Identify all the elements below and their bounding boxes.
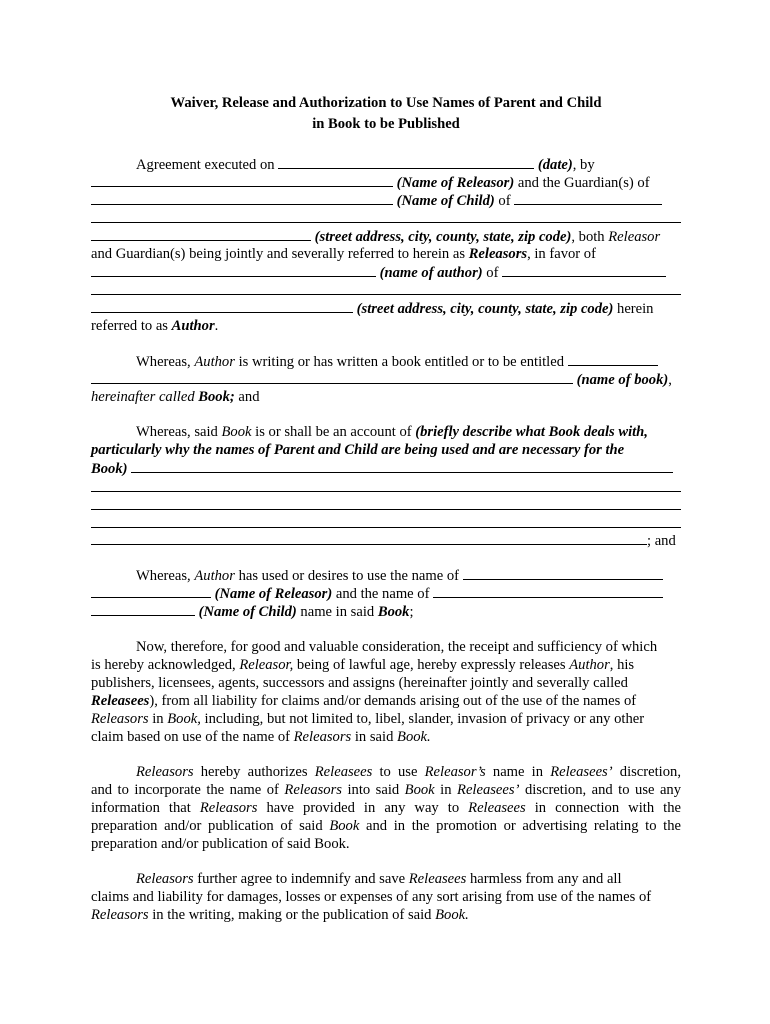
now-therefore-line-6: claim based on use of the name of Releasors in said Book. [91,729,431,745]
whereas2-line-2: particularly why the names of Parent and Child are being used and are necessary for the [91,442,625,458]
whereas1-line-2: (name of book), [91,370,681,389]
book-title-blank-2[interactable] [91,370,573,384]
whereas1-line-1: Whereas, Author is writing or has written a book entitled or to be entitled [136,352,681,371]
whereas2-line-3: Book) [91,459,681,478]
agreement-line-9: (street address, city, county, state, zip code) herein [91,299,681,318]
address-blank-full-line[interactable] [91,222,681,223]
use-releasor-name-blank-2[interactable] [91,584,211,598]
now-therefore-line-1: Now, therefore, for good and valuable consideration, the receipt and sufficiency of which [136,639,658,655]
author-address-blank[interactable] [502,263,666,277]
address-blank[interactable] [91,227,311,241]
book-description-blank-2[interactable] [91,491,681,492]
agreement-line-1: Agreement executed on (date), by [136,157,595,173]
indemnify-line-1: Releasors further agree to indemnify and save Releasees harmless from any and all [136,871,622,887]
whereas2-line-7: ; and [91,531,681,550]
whereas3-line-2: (Name of Releasor) and the name of [91,584,681,603]
now-therefore-line-5: Releasors in Book, including, but not limited to, libel, slander, invasion of privacy or any other [91,711,645,727]
agreement-line-5: (street address, city, county, state, zip code), both Releasor [91,227,681,246]
now-therefore-line-4: Releasees), from all liability for claims and/or demands arising out of the use of the names of [91,693,637,709]
whereas3-line-3: (Name of Child) name in said Book; [91,602,681,621]
book-description-blank-3[interactable] [91,509,681,510]
use-releasor-name-blank-1[interactable] [463,566,663,580]
now-therefore-line-3: publishers, licensees, agents, successors and assigns (hereinafter jointly and severally called [91,675,628,691]
releasor-name-blank[interactable] [91,173,393,187]
whereas2-line-1: Whereas, said Book is or shall be an account of (briefly describe what Book deals with, [136,424,648,440]
document-title-line-2: in Book to be Published [312,116,460,132]
agreement-line-3: (Name of Child) of [91,191,681,210]
agreement-line-7: (name of author) of [91,263,681,282]
indemnify-line-3: Releasors in the writing, making or the publication of said Book. [91,907,469,923]
agreement-line-6: and Guardian(s) being jointly and severally referred to herein as Releasors, in favor of [91,246,596,262]
agreement-line-10: referred to as Author. [91,318,219,334]
authorizes-line-2: and to incorporate the name of Releasors into said Book in Releasees’ discretion, and to use any [91,782,682,798]
authorizes-line-1: Releasors hereby authorizes Releasees to use Releasor’s name in Releasees’ discretion, [136,764,681,780]
child-address-blank[interactable] [514,191,662,205]
date-blank[interactable] [278,155,534,169]
document-title-line-1: Waiver, Release and Authorization to Use Names of Parent and Child [170,95,602,111]
author-name-blank[interactable] [91,263,376,277]
agreement-line-2: (Name of Releasor) and the Guardian(s) of [91,173,681,192]
use-child-name-blank-2[interactable] [91,602,195,616]
author-street-blank[interactable] [91,299,353,313]
authorizes-line-5: preparation and/or publication of said Book. [91,836,350,852]
whereas1-line-3: hereinafter called Book; and [91,389,260,405]
book-description-blank-1[interactable] [131,459,673,473]
indemnify-line-2: claims and liability for damages, losses or expenses of any sort arising from use of the names of [91,889,652,905]
child-name-blank[interactable] [91,191,393,205]
author-address-blank-full-line[interactable] [91,294,681,295]
now-therefore-line-2: is hereby acknowledged, Releasor, being of lawful age, hereby expressly releases Author, his [91,657,635,673]
authorizes-line-4: preparation and/or publication of said Book and in the promotion or advertising relating to the [91,818,681,834]
book-description-blank-4[interactable] [91,527,681,528]
authorizes-line-3: information that Releasors have provided in any way to Releasees in connection with the [91,800,681,816]
book-title-blank-1[interactable] [568,352,658,366]
book-description-blank-5[interactable] [91,531,647,545]
whereas3-line-1: Whereas, Author has used or desires to use the name of [136,566,681,585]
use-child-name-blank-1[interactable] [433,584,663,598]
